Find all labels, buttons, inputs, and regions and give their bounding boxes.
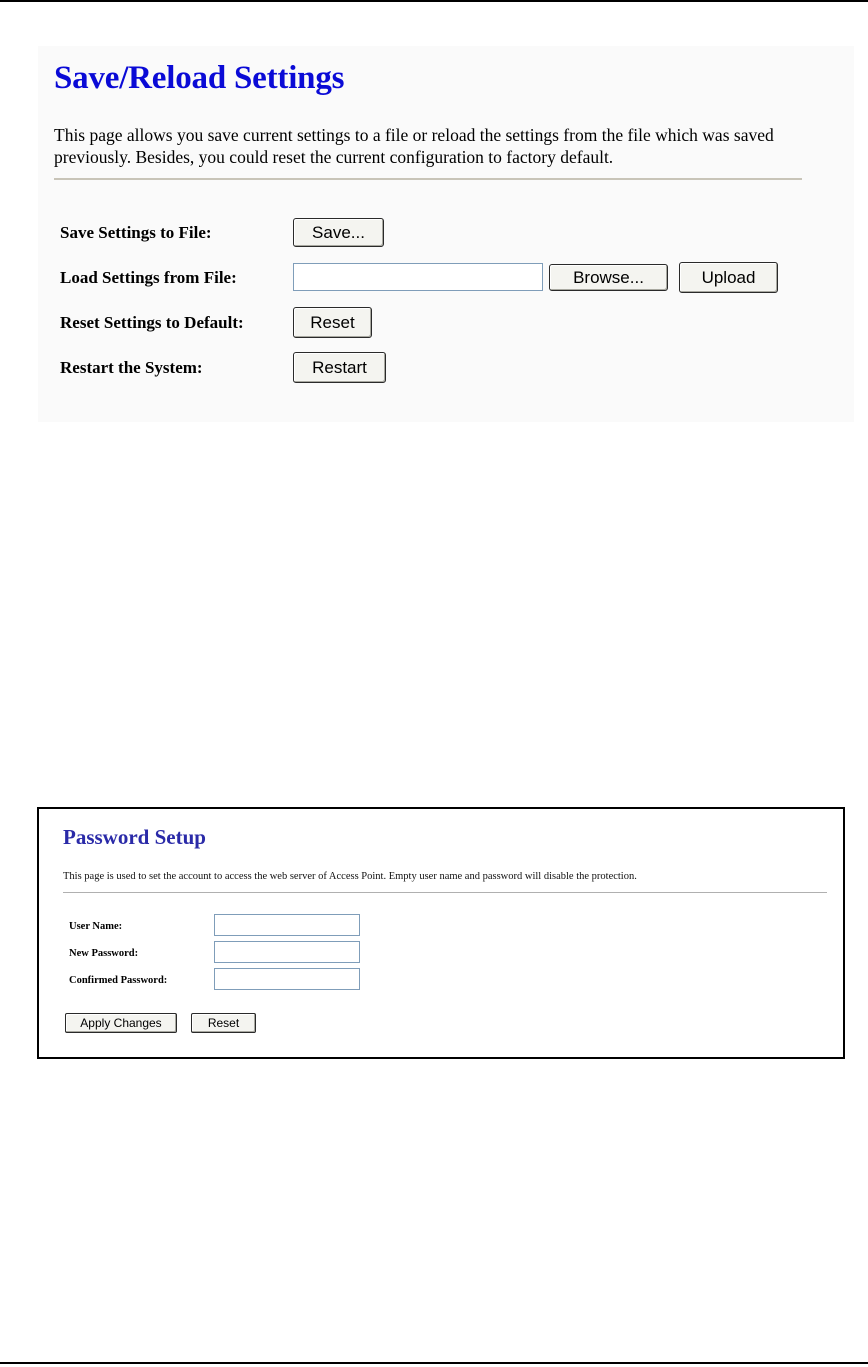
load-settings-label: Load Settings from File:: [60, 268, 237, 287]
reset-settings-label: Reset Settings to Default:: [60, 313, 244, 332]
new-password-input[interactable]: [214, 941, 360, 963]
page-title: Save/Reload Settings: [54, 60, 345, 96]
upload-button[interactable]: Upload: [679, 262, 778, 293]
save-button[interactable]: Save...: [293, 218, 384, 247]
restart-button[interactable]: Restart: [293, 352, 386, 383]
new-password-label: New Password:: [69, 948, 139, 959]
bottom-rule: [0, 1362, 868, 1364]
confirmed-password-label: Confirmed Password:: [69, 975, 168, 986]
restart-system-label: Restart the System:: [60, 358, 203, 377]
save-settings-label: Save Settings to File:: [60, 223, 212, 242]
password-setup-panel: [37, 807, 845, 1059]
divider: [54, 178, 802, 180]
password-setup-title: Password Setup: [63, 825, 206, 849]
page-description: This page allows you save current settings to a file or reload the settings from the file which was saved previously. Besides, you could reset the current configuration to factory default.: [54, 125, 774, 167]
divider: [63, 892, 827, 893]
reset-button[interactable]: Reset: [191, 1013, 256, 1033]
user-name-input[interactable]: [214, 914, 360, 936]
password-setup-description: This page is used to set the account to access the web server of Access Point. Empty user name and password will disable the protection.: [63, 871, 637, 882]
confirmed-password-input[interactable]: [214, 968, 360, 990]
reset-defaults-button[interactable]: Reset: [293, 307, 372, 338]
apply-changes-button[interactable]: Apply Changes: [65, 1013, 177, 1033]
top-rule: [0, 0, 868, 2]
browse-button[interactable]: Browse...: [549, 264, 668, 291]
save-reload-panel: [38, 46, 854, 422]
settings-file-input[interactable]: [293, 263, 543, 291]
user-name-label: User Name:: [69, 921, 123, 932]
